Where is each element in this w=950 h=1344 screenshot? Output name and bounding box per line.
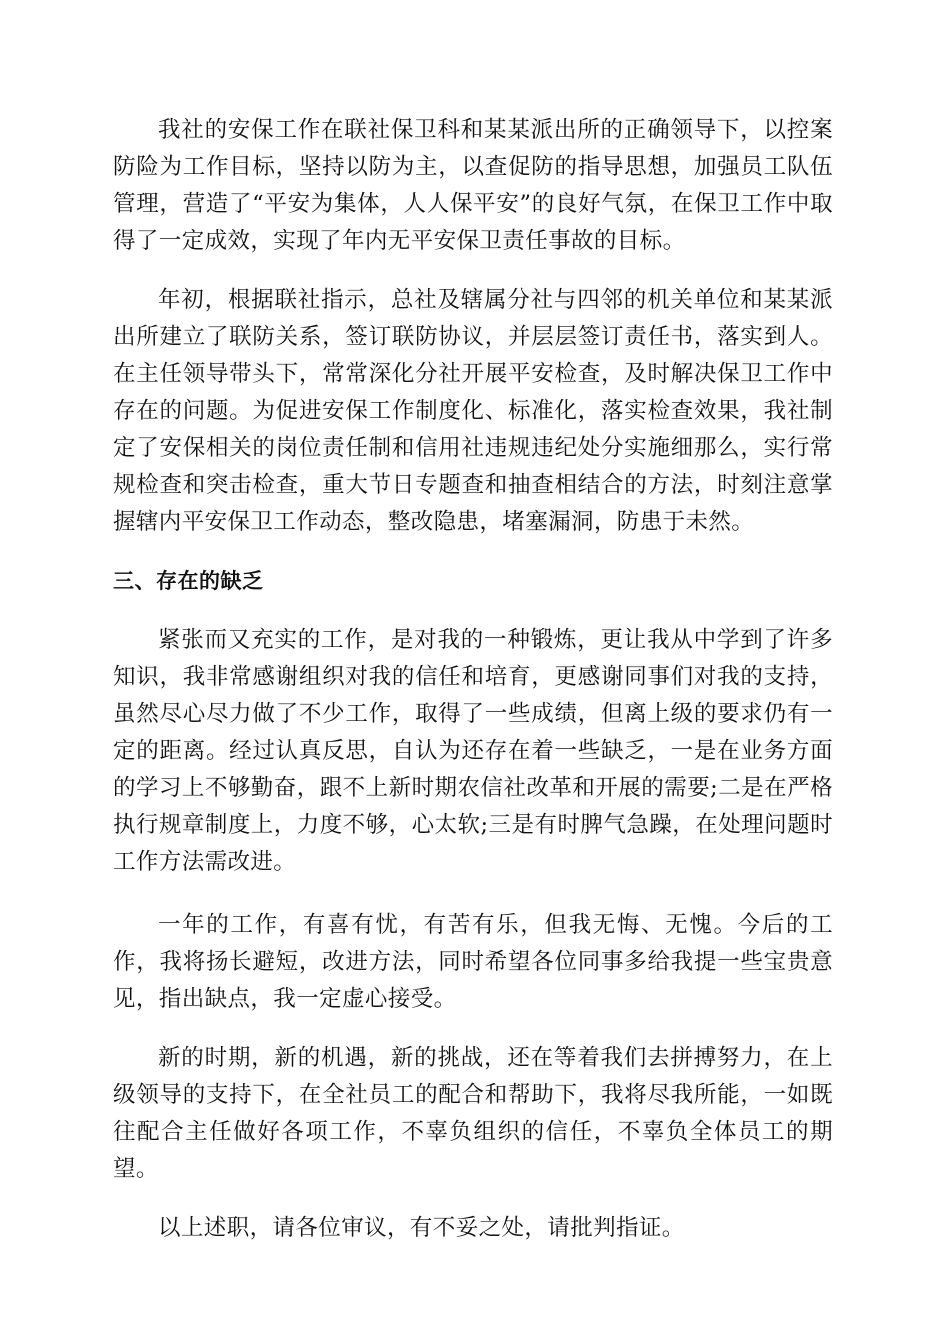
document-page [113, 112, 833, 1247]
paragraph-outlook: 新的时期，新的机遇，新的挑战，还在等着我们去拼搏努力，在上级领导的支持下，在全社员工的配合和帮助下，我将尽我所能，一如既往配合主任做好各项工作，不辜负组织的信任，不辜负全体员工的期望。 [113, 1045, 833, 1182]
paragraph-reflection: 一年的工作，有喜有忧，有苦有乐，但我无悔、无愧。今后的工作，我将扬长避短，改进方法，同时希望各位同事多给我提一些宝贵意见，指出缺点，我一定虚心接受。 [113, 912, 833, 1012]
paragraph-security-work: 我社的安保工作在联社保卫科和某某派出所的正确领导下，以控案防险为工作目标，坚持以防为主，以查促防的指导思想，加强员工队伍管理，营造了“平安为集体，人人保平安”的良好气氛，在保卫工作中取得了一定成效，实现了年内无平安保卫责任事故的目标。 [113, 117, 833, 254]
paragraph-closing: 以上述职，请各位审议，有不妥之处，请批判指证。 [158, 1215, 685, 1241]
paragraph-shortcomings: 紧张而又充实的工作，是对我的一种锻炼，更让我从中学到了许多知识，我非常感谢组织对我的信任和培育，更感谢同事们对我的支持，虽然尽心尽力做了不少工作，取得了一些成绩，但离上级的要求仍有一定的距离。经过认真反思，自认为还存在着一些缺乏，一是在业务方面的学习上不够勤奋，跟不上新时期农信社改革和开展的需要;二是在严格执行规章制度上，力度不够，心太软;三是有时脾气急躁，在处理问题时工作方法需改进。 [113, 627, 833, 875]
section-heading: 三、存在的缺乏 [113, 569, 264, 593]
paragraph-joint-defense: 年初，根据联社指示，总社及辖属分社与四邻的机关单位和某某派出所建立了联防关系，签订联防协议，并层层签订责任书，落实到人。在主任领导带头下，常常深化分社开展平安检查，及时解决保卫工作中存在的问题。为促进安保工作制度化、标准化，落实检查效果，我社制定了安保相关的岗位责任制和信用社违规违纪处分实施细那么，实行常规检查和突击检查，重大节日专题查和抽查相结合的方法，时刻注意掌握辖内平安保卫工作动态，整改隐患，堵塞漏洞，防患于未然。 [113, 287, 833, 535]
